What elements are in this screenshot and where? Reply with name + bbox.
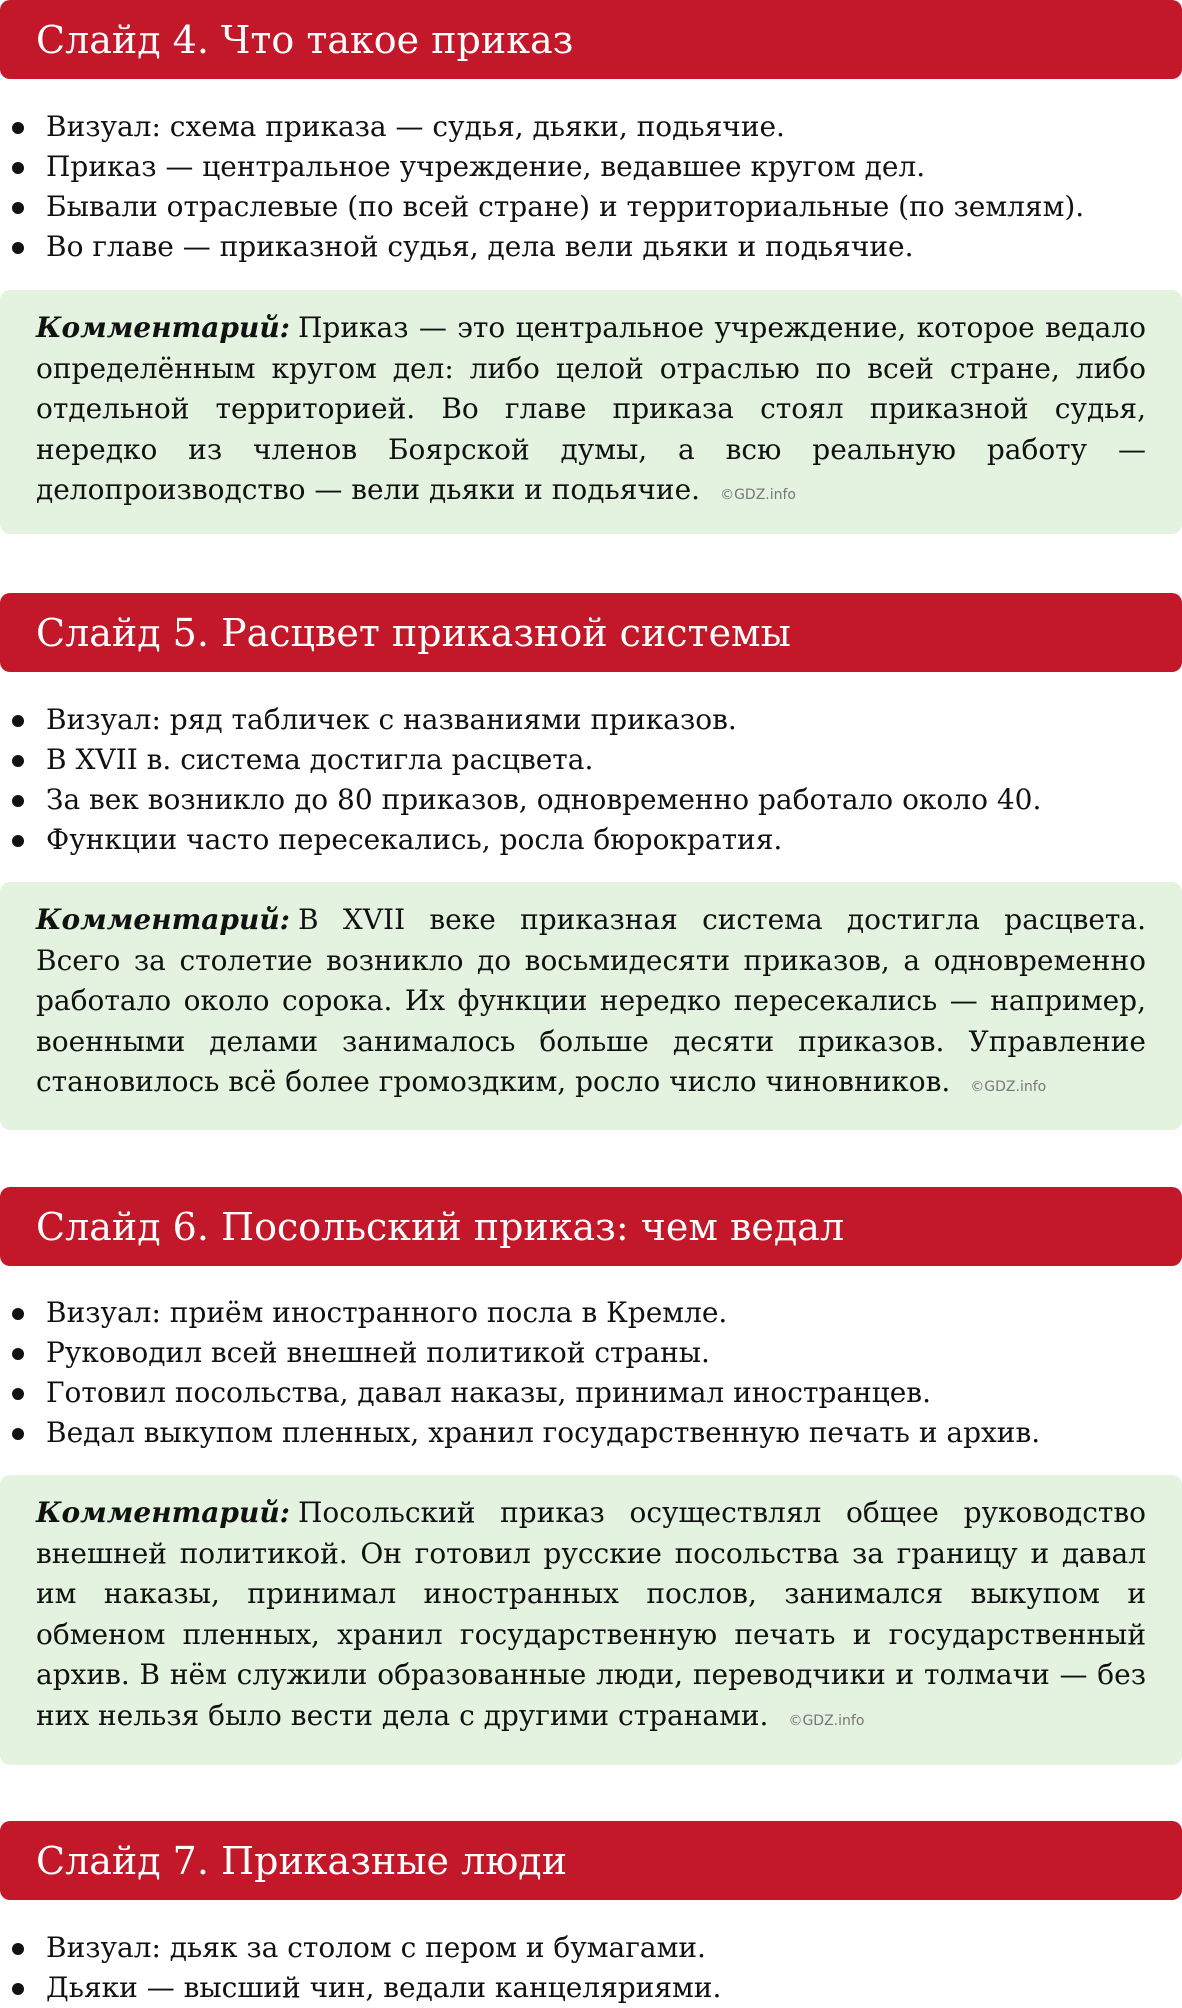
bullet-list (0, 107, 1182, 267)
bullet-text: Визуал: дьяк за столом с пером и бумагами. (46, 1931, 706, 1964)
slide-title: Слайд 6. Посольский приказ: чем ведал (36, 1204, 845, 1249)
bullet-dot-icon (12, 1983, 24, 1995)
bullet-dot-icon (12, 755, 24, 767)
gdz-stamp: ©GDZ.info (720, 487, 796, 503)
slide-title: Слайд 7. Приказные люди (36, 1838, 568, 1883)
bullet-text: Функции часто пересекались, росла бюрократия. (46, 823, 783, 856)
slide-header-6 (0, 1187, 1182, 1266)
slide-header-5 (0, 593, 1182, 672)
list-item (0, 780, 1182, 820)
list-item (0, 1373, 1182, 1413)
bullet-text: Бывали отраслевые (по всей стране) и территориальные (по землям). (46, 190, 1085, 223)
list-item (0, 1293, 1182, 1333)
bullet-text: Во главе — приказной судья, дела вели дьяки и подьячие. (46, 230, 914, 263)
comment-box-4 (0, 290, 1182, 534)
comment-text: Приказ — это центральное учреждение, которое ведало определённым кругом дел: либо целой отраслью по всей стране, либо отдельной территорией. Во главе приказа стоял приказной судья, нередко из членов Боярской думы, а всю реальную работу — делопроизводство — вели дьяки и подьячие. (36, 311, 1146, 506)
list-item (0, 107, 1182, 147)
bullet-text: В XVII в. система достигла расцвета. (46, 743, 594, 776)
bullet-text: Дьяки — высший чин, ведали канцеляриями. (46, 1971, 722, 2004)
list-item (0, 820, 1182, 860)
bullet-dot-icon (12, 835, 24, 847)
bullet-dot-icon (12, 1348, 24, 1360)
bullet-list (0, 1928, 1182, 2008)
comment-text: Посольский приказ осуществлял общее руководство внешней политикой. Он готовил русские посольства за границу и давал им наказы, принимал иностранных послов, занимался выкупом и обменом пленных, хранил государственную печать и государственный архив. В нём служили образованные люди, переводчики и толмачи — без них нельзя было вести дела с другими странами. (36, 1496, 1146, 1732)
comment-label: Комментарий: (36, 903, 291, 936)
comment-paragraph (36, 1493, 1146, 1741)
list-item (0, 700, 1182, 740)
slide-title: Слайд 4. Что такое приказ (36, 17, 574, 62)
bullet-dot-icon (12, 202, 24, 214)
gdz-stamp: ©GDZ.info (970, 1079, 1047, 1095)
bullet-dot-icon (12, 162, 24, 174)
bullet-dot-icon (12, 1308, 24, 1320)
bullet-text: Приказ — центральное учреждение, ведавшее кругом дел. (46, 150, 926, 183)
bullet-text: Готовил посольства, давал наказы, принимал иностранцев. (46, 1376, 931, 1409)
bullet-text: Ведал выкупом пленных, хранил государственную печать и архив. (46, 1416, 1041, 1449)
bullet-dot-icon (12, 122, 24, 134)
slide-header-4 (0, 0, 1182, 79)
slide-header-7 (0, 1821, 1182, 1900)
comment-box-5 (0, 882, 1182, 1130)
slide-title: Слайд 5. Расцвет приказной системы (36, 610, 791, 655)
bullet-text: Визуал: схема приказа — судья, дьяки, подьячие. (46, 110, 785, 143)
comment-box-6 (0, 1475, 1182, 1765)
list-item (0, 1928, 1182, 1968)
bullet-dot-icon (12, 1943, 24, 1955)
bullet-text: За век возникло до 80 приказов, одновременно работало около 40. (46, 783, 1042, 816)
gdz-stamp: ©GDZ.info (788, 1712, 865, 1729)
list-item (0, 187, 1182, 227)
list-item (0, 227, 1182, 267)
list-item (0, 1413, 1182, 1453)
bullet-text: Визуал: приём иностранного посла в Кремле. (46, 1296, 728, 1329)
list-item (0, 1968, 1182, 2008)
bullet-list (0, 700, 1182, 860)
bullet-dot-icon (12, 715, 24, 727)
bullet-dot-icon (12, 1388, 24, 1400)
bullet-text: Визуал: ряд табличек с названиями приказов. (46, 703, 737, 736)
list-item (0, 1333, 1182, 1373)
list-item (0, 147, 1182, 187)
bullet-dot-icon (12, 1428, 24, 1440)
comment-text: В XVII веке приказная система достигла расцвета. Всего за столетие возникло до восьмидесяти приказов, а одновременно работало около сорока. Их функции нередко пересекались — например, военными делами занималось больше десяти приказов. Управление становилось всё более громоздким, росло число чиновников. (36, 903, 1146, 1098)
comment-paragraph (36, 900, 1146, 1108)
bullet-dot-icon (12, 795, 24, 807)
comment-paragraph (36, 308, 1146, 516)
bullet-dot-icon (12, 242, 24, 254)
comment-label: Комментарий: (36, 311, 291, 344)
bullet-list (0, 1293, 1182, 1453)
comment-label: Комментарий: (36, 1496, 291, 1529)
list-item (0, 740, 1182, 780)
bullet-text: Руководил всей внешней политикой страны. (46, 1336, 710, 1369)
